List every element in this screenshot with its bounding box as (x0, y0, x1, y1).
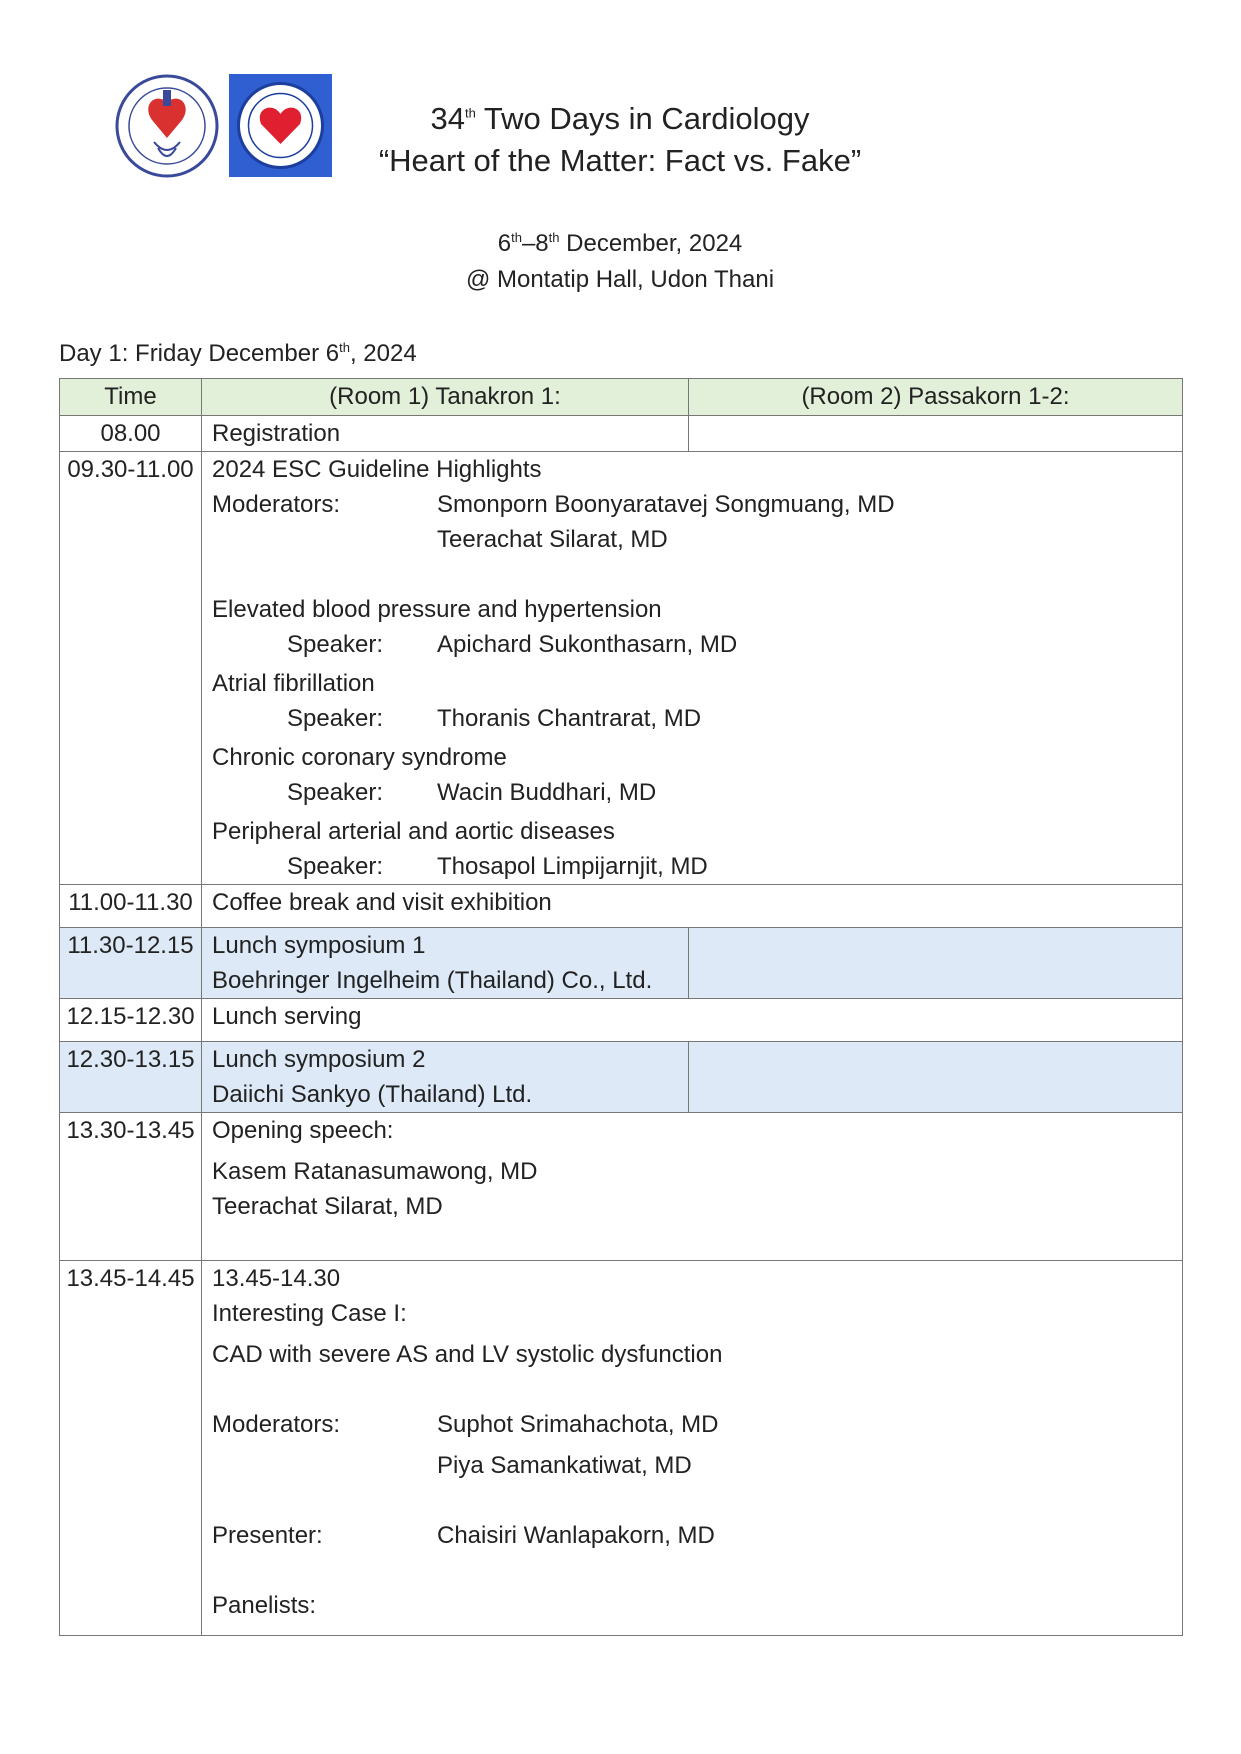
speaker-row: Speaker: Thosapol Limpijarnjit, MD (287, 853, 708, 880)
event-title (330, 98, 910, 182)
day-heading: Day 1: Friday December 6th, 2024 (59, 340, 417, 367)
event-venue: @ Montatip Hall, Udon Thani (465, 266, 775, 293)
event-date: 6th–8th December, 2024 (497, 230, 743, 257)
row-time: 12.15-12.30 (60, 999, 202, 1042)
topic: Peripheral arterial and aortic diseases (212, 818, 615, 845)
col-room2-header: (Room 2) Passakorn 1-2: (689, 379, 1183, 416)
row-time: 11.00-11.30 (60, 885, 202, 928)
row-room2 (689, 928, 1183, 999)
row-text: Lunch serving (212, 1003, 362, 1030)
table-row (60, 1261, 1183, 1636)
row-room1 (202, 416, 689, 452)
moderator-row: Moderators: Smonporn Boonyaratavej Songmuang, MD (212, 491, 895, 518)
table-row (60, 416, 1183, 452)
row-content (202, 1261, 1183, 1636)
speaker-name: Teerachat Silarat, MD (212, 1193, 443, 1220)
table-row (60, 1042, 1183, 1113)
row-time: 13.45-14.45 (60, 1261, 202, 1636)
sub-time: 13.45-14.30 (212, 1265, 341, 1292)
session-title: 2024 ESC Guideline Highlights (212, 456, 542, 483)
row-text: Coffee break and visit exhibition (212, 889, 552, 916)
row-content (202, 999, 1183, 1042)
row-room1 (202, 928, 689, 999)
speaker-row: Speaker: Thoranis Chantrarat, MD (287, 705, 702, 732)
thoracic-society-logo (114, 72, 220, 180)
row-text: Opening speech: (212, 1117, 394, 1144)
speaker-name: Kasem Ratanasumawong, MD (212, 1158, 538, 1185)
table-row (60, 885, 1183, 928)
case-title: CAD with severe AS and LV systolic dysfunction (212, 1341, 723, 1368)
row-room1 (202, 1042, 689, 1113)
row-time: 11.30-12.15 (60, 928, 202, 999)
speaker-row: Speaker: Apichard Sukonthasarn, MD (287, 631, 738, 658)
session-title: Interesting Case I: (212, 1300, 407, 1327)
col-time-header: Time (60, 379, 202, 416)
topic: Elevated blood pressure and hypertension (212, 596, 662, 623)
row-text: Registration (212, 420, 341, 447)
row-content (202, 1113, 1183, 1261)
schedule-table (59, 378, 1183, 1636)
title-line: 34th Two Days in Cardiology (430, 101, 810, 136)
row-content (202, 885, 1183, 928)
table-header-row (60, 379, 1183, 416)
row-time: 12.30-13.15 (60, 1042, 202, 1113)
row-room2 (689, 1042, 1183, 1113)
topic: Chronic coronary syndrome (212, 744, 507, 771)
event-date-venue (330, 226, 910, 298)
table-row (60, 1113, 1183, 1261)
row-room2 (689, 416, 1183, 452)
presenter-row: Presenter: Chaisiri Wanlapakorn, MD (212, 1522, 715, 1549)
table-row (60, 928, 1183, 999)
panelists-label: Panelists: (212, 1592, 317, 1619)
table-row (60, 452, 1183, 885)
col-room1-header: (Room 1) Tanakron 1: (202, 379, 689, 416)
topic: Atrial fibrillation (212, 670, 375, 697)
row-content (202, 452, 1183, 885)
moderator-row: Piya Samankatiwat, MD (437, 1452, 692, 1479)
subtitle: “Heart of the Matter: Fact vs. Fake” (378, 143, 862, 178)
row-time: 09.30-11.00 (60, 452, 202, 885)
table-row (60, 999, 1183, 1042)
speaker-row: Speaker: Wacin Buddhari, MD (287, 779, 657, 806)
row-sponsor: Daiichi Sankyo (Thailand) Ltd. (212, 1081, 533, 1108)
heart-association-logo (229, 74, 332, 177)
row-sponsor: Boehringer Ingelheim (Thailand) Co., Ltd. (212, 967, 653, 994)
row-text: Lunch symposium 1 (212, 932, 426, 959)
row-time: 13.30-13.45 (60, 1113, 202, 1261)
row-time: 08.00 (60, 416, 202, 452)
row-text: Lunch symposium 2 (212, 1046, 426, 1073)
moderator-row: Teerachat Silarat, MD (437, 526, 668, 553)
moderator-row: Moderators: Suphot Srimahachota, MD (212, 1411, 719, 1438)
